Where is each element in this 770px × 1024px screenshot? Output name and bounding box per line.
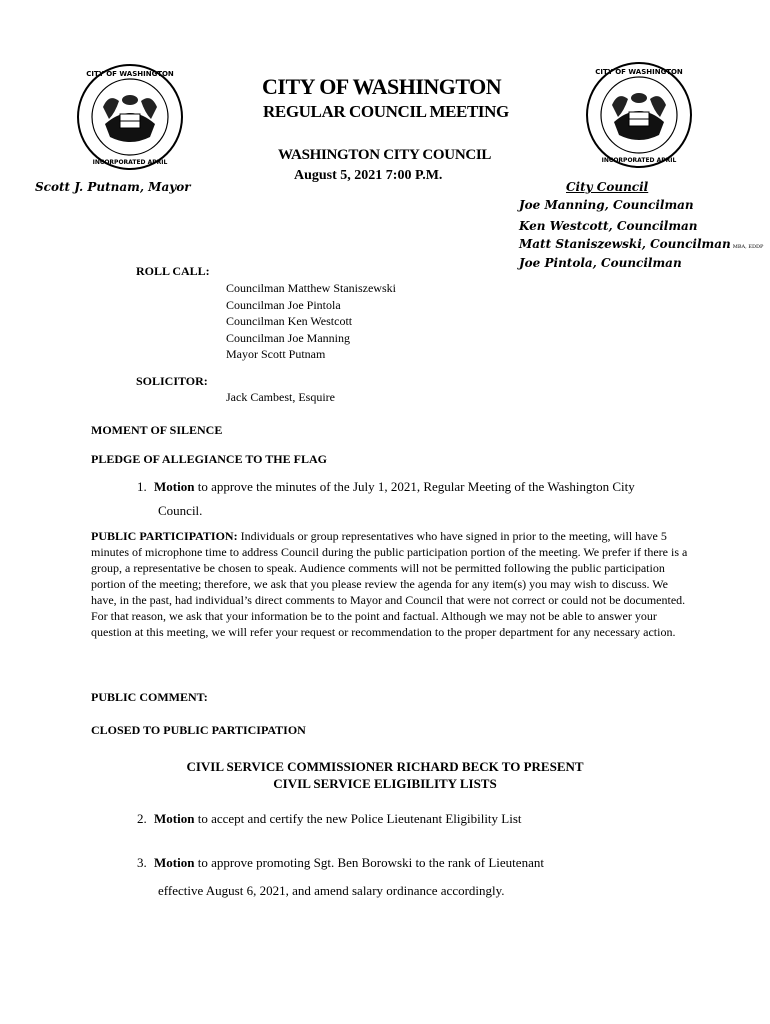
public-participation-section <box>91 528 691 640</box>
item-number: 3. <box>137 855 147 870</box>
agenda-item-1 <box>137 479 635 495</box>
city-council-heading: City Council <box>566 180 649 194</box>
closed-to-public-label: CLOSED TO PUBLIC PARTICIPATION <box>91 723 306 737</box>
city-seal-right-icon <box>584 60 694 170</box>
council-member <box>519 237 763 251</box>
council-member-suffix: MBA, EDDP <box>732 244 764 250</box>
motion-label: Motion <box>154 855 195 870</box>
council-member: Ken Westcott, Councilman <box>519 219 698 233</box>
agenda-item-3-continued: effective August 6, 2021, and amend salary ordinance accordingly. <box>158 883 505 898</box>
svg-text:CITY OF WASHINGTON: CITY OF WASHINGTON <box>595 68 683 76</box>
solicitor-name: Jack Cambest, Esquire <box>226 390 335 404</box>
council-member: Joe Manning, Councilman <box>519 198 694 212</box>
agenda-item-2 <box>137 811 522 827</box>
motion-label: Motion <box>154 479 195 494</box>
item-text: to accept and certify the new Police Lieutenant Eligibility List <box>197 811 522 826</box>
meeting-title: REGULAR COUNCIL MEETING <box>263 102 509 121</box>
council-member: Joe Pintola, Councilman <box>519 256 682 270</box>
svg-text:INCORPORATED APRIL: INCORPORATED APRIL <box>92 159 168 166</box>
council-member-name: Matt Staniszewski, Councilman <box>519 237 731 251</box>
item-number: 2. <box>137 811 147 826</box>
item-number: 1. <box>137 479 147 494</box>
roll-call-name: Mayor Scott Putnam <box>226 347 326 361</box>
public-comment-label: PUBLIC COMMENT: <box>91 690 208 704</box>
pledge-of-allegiance: PLEDGE OF ALLEGIANCE TO THE FLAG <box>91 452 327 466</box>
civil-service-heading-line1: CIVIL SERVICE COMMISSIONER RICHARD BECK TO PRESENT <box>186 759 584 774</box>
item-text: to approve the minutes of the July 1, 2021, Regular Meeting of the Washington City <box>197 479 635 494</box>
svg-text:CITY OF WASHINGTON: CITY OF WASHINGTON <box>86 70 174 78</box>
city-title: CITY OF WASHINGTON <box>262 74 502 99</box>
public-participation-text: Individuals or group representatives who have signed in prior to the meeting, will have 5 minutes of microphone time to address Council during the public participation portion of the meeting. We prefer if there is a group, a representative be chosen to speak. Audience comments will not be permitted following the public participation portion of the meeting; therefore, we ask that you please review the agenda for any item(s) you may wish to discuss. We have, in the past, had individual’s direct comments to Mayor and Council that were not correct or could not be documented. For that reason, we ask that your information be to the point and factual. Although we may not be able to answer your question at this meeting, we will refer your request or recommendation to the proper department for any necessary action. <box>91 529 688 639</box>
roll-call-name: Councilman Joe Pintola <box>226 298 341 312</box>
meeting-date: August 5, 2021 7:00 P.M. <box>294 168 443 183</box>
roll-call-name: Councilman Matthew Staniszewski <box>226 281 396 295</box>
civil-service-heading-line2: CIVIL SERVICE ELIGIBILITY LISTS <box>273 776 497 791</box>
agenda-item-3 <box>137 855 544 871</box>
motion-label: Motion <box>154 811 195 826</box>
item-text: to approve promoting Sgt. Ben Borowski to the rank of Lieutenant <box>197 855 544 870</box>
roll-call-name: Councilman Joe Manning <box>226 331 350 345</box>
council-title: WASHINGTON CITY COUNCIL <box>278 147 492 163</box>
city-seal-left-icon <box>75 62 185 172</box>
mayor-name: Scott J. Putnam, Mayor <box>35 180 191 194</box>
roll-call-name: Councilman Ken Westcott <box>226 314 353 328</box>
public-participation-label: PUBLIC PARTICIPATION: <box>91 529 238 543</box>
moment-of-silence: MOMENT OF SILENCE <box>91 423 223 437</box>
roll-call-label: ROLL CALL: <box>136 264 210 278</box>
agenda-item-1-continued: Council. <box>158 503 203 518</box>
svg-text:INCORPORATED APRIL: INCORPORATED APRIL <box>601 157 677 164</box>
solicitor-label: SOLICITOR: <box>136 374 208 388</box>
